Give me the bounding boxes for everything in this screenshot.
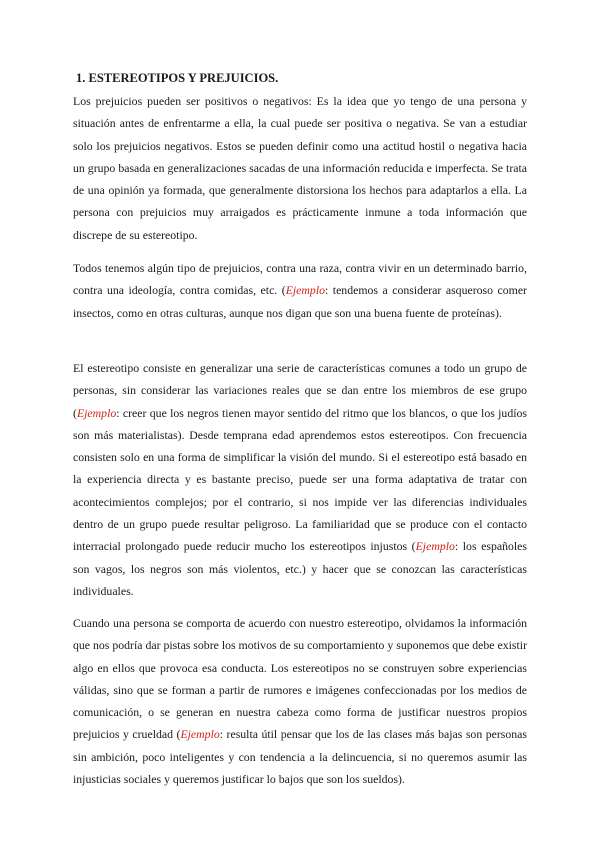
paragraph-text: : tendemos a considerar asqueroso comer insectos, como en otras culturas, aunque nos digan que son una buena fuente de proteínas). <box>73 283 527 320</box>
example-label: Ejemplo <box>285 283 326 298</box>
paragraph-text: El estereotipo consiste en generalizar una serie de características comunes a todo un grupo de personas, sin considerar las variaciones reales que se dan entre los miembros de ese grupo ( <box>73 361 527 420</box>
paragraph-text: Cuando una persona se comporta de acuerdo con nuestro estereotipo, olvidamos la información que nos podría dar pistas sobre los motivos de su comportamiento y suponemos que debe existir algo en ellos que provoca esa conducta. Los estereotipos no se construyen sobre experiencias válidas, sino que se forman a partir de rumores e imágenes confeccionadas por los medios de comunicación, o se generan en nuestra cabeza como forma de justificar nuestros propios prejuicios y crueldad ( <box>73 616 527 742</box>
example-label: Ejemplo <box>415 539 455 554</box>
paragraph-tipos-prejuicios <box>73 257 527 324</box>
paragraph-prejuicios <box>73 90 527 246</box>
paragraph-text: : los españoles son vagos, los negros son más violentos, etc.) y hacer que se conozcan las características individuales. <box>73 539 527 598</box>
paragraph-text: : resulta útil pensar que los de las clases más bajas son personas sin ambición, poco inteligentes y con tendencia a la delincuencia, si no queremos asumir las injusticias sociales y queremos justificar lo bajos que son los sueldos). <box>73 727 527 787</box>
example-label: Ejemplo <box>180 727 220 742</box>
paragraph-comportamiento <box>73 612 527 790</box>
paragraph-text: : creer que los negros tienen mayor sentido del ritmo que los blancos, o que los judíos son más materialistas). Desde temprana edad aprendemos estos estereotipos. Con frecuencia consisten solo en una forma de simplificar la visión del mundo. Si el estereotipo está basado en la experiencia directa y es bastante preciso, puede ser una forma adaptativa de tratar con acontecimientos complejos; por el contrario, si nos impide ver las diferencias individuales dentro de un grupo puede resultar peligroso. La familiaridad que se produce con el contacto interracial prolongado puede reducir mucho los estereotipos injustos ( <box>73 405 527 554</box>
section-heading: 1. ESTEREOTIPOS Y PREJUICIOS. <box>76 71 279 85</box>
paragraph-text: Todos tenemos algún tipo de prejuicios, contra una raza, contra vivir en un determinado barrio, contra una ideología, contra comidas, etc. ( <box>73 261 527 298</box>
example-label: Ejemplo <box>76 405 117 420</box>
paragraph-text: Los prejuicios pueden ser positivos o negativos: Es la idea que yo tengo de una persona y situación antes de enfrentarme a ella, la cual puede ser positiva o negativa. Se van a estudiar solo los prejuicios negativos. Estos se pueden definir como una actitud hostil o negativa hacia un grupo basada en generalizaciones sacadas de una información reducida e imperfecta. Se trata de una opinión ya formada, que generalmente distorsiona los hechos para adaptarlos a ella. La persona con prejuicios muy arraigados es prácticamente inmune a toda información que discrepe de su estereotipo. <box>73 94 527 242</box>
paragraph-estereotipo <box>73 357 527 602</box>
